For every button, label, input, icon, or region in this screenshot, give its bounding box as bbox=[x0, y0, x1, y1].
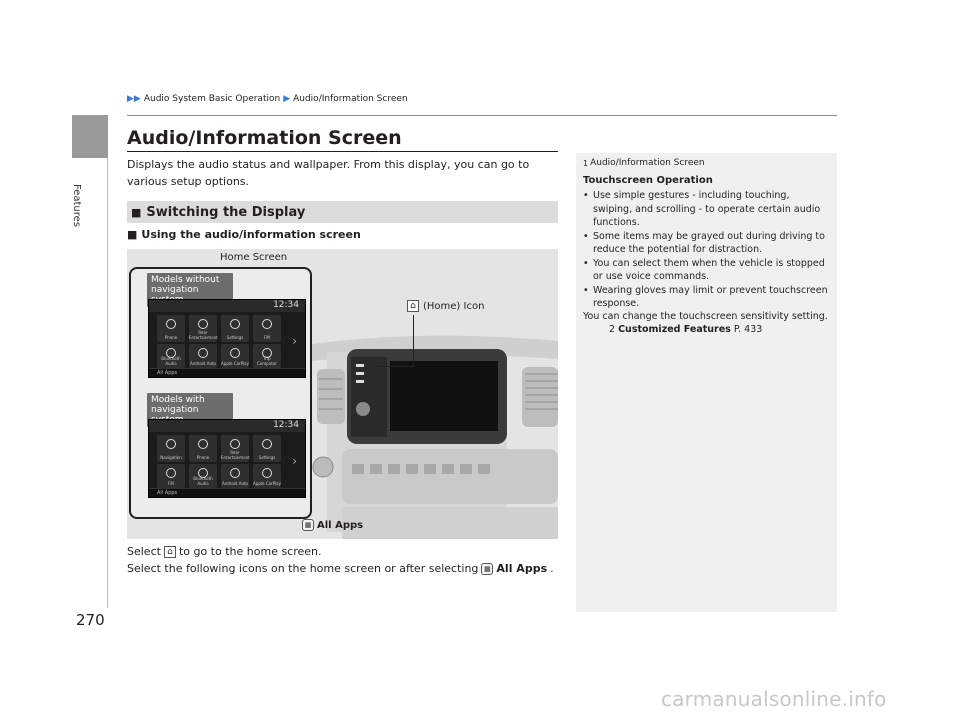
screen-clock: 12:34 bbox=[273, 420, 299, 430]
tile-android-auto[interactable]: Android Auto bbox=[189, 344, 217, 368]
tile-apple-carplay[interactable]: Apple CarPlay bbox=[253, 464, 281, 488]
all-apps-bold: All Apps bbox=[496, 562, 548, 575]
note-header-title: Audio/Information Screen bbox=[590, 158, 705, 168]
breadcrumb-current[interactable]: Audio/Information Screen bbox=[293, 94, 408, 104]
subsection-title: Using the audio/information screen bbox=[141, 228, 361, 241]
section-title: Switching the Display bbox=[146, 204, 306, 220]
tile-android-auto[interactable]: Android Auto bbox=[221, 464, 249, 488]
headphones-icon bbox=[230, 439, 240, 449]
note-bullet: • You can select them when the vehicle is stopped or use voice commands. bbox=[583, 257, 831, 284]
note-ref-title: Customized Features bbox=[618, 324, 731, 335]
carplay-icon bbox=[262, 468, 272, 478]
home-icon-label: (Home) Icon bbox=[423, 300, 485, 312]
tile-settings[interactable]: Settings bbox=[253, 435, 281, 462]
tile-rear-entertainment[interactable]: Rear Entertainment bbox=[189, 315, 217, 342]
sidebar-tab-block bbox=[72, 115, 108, 158]
note-bullet: • Some items may be grayed out during driving to reduce the potential for distraction. bbox=[583, 230, 831, 257]
gear-icon bbox=[262, 439, 272, 449]
all-apps-icon: ▦ bbox=[481, 563, 493, 575]
intro-text: Displays the audio status and wallpaper. From this display, you can go to various setup options. bbox=[127, 158, 530, 188]
tile-phone[interactable]: Phone bbox=[157, 315, 185, 342]
model-tag-without-nav: Models without navigation bbox=[147, 273, 233, 307]
tile-fm[interactable]: FM bbox=[157, 464, 185, 488]
all-apps-label: All Apps bbox=[317, 519, 364, 531]
subsection-marker-icon: ■ bbox=[127, 228, 138, 241]
model-tag-with-nav: Models with navigation bbox=[147, 393, 233, 427]
select-home-instruction bbox=[127, 545, 322, 558]
select-suffix: to go to the home screen. bbox=[178, 545, 322, 558]
home-screen-label: Home Screen bbox=[220, 252, 288, 263]
carplay-icon bbox=[230, 348, 240, 358]
section-heading bbox=[127, 201, 558, 223]
note-ref-page: P. 433 bbox=[733, 324, 763, 335]
phone-icon bbox=[198, 439, 208, 449]
side-note-panel bbox=[576, 153, 837, 612]
chevron-right-icon[interactable]: › bbox=[292, 334, 297, 348]
screen-clock: 12:34 bbox=[273, 300, 299, 310]
dashboard-illustration bbox=[127, 249, 558, 539]
page-number: 270 bbox=[76, 611, 105, 629]
select-icons-instruction: Select the following icons on the home screen or after selecting ▦ All Apps . bbox=[127, 562, 554, 575]
note-header bbox=[583, 158, 705, 168]
sidebar-label: Features bbox=[71, 184, 82, 227]
page-title: Audio/Information Screen bbox=[127, 127, 402, 149]
sidebar-divider bbox=[107, 158, 108, 608]
radio-icon bbox=[166, 468, 176, 478]
all-apps-callout bbox=[302, 519, 363, 531]
home-icon-leader-vertical bbox=[413, 315, 414, 367]
note-subtitle: Touchscreen Operation bbox=[583, 175, 713, 186]
tile-navigation[interactable]: Navigation bbox=[157, 435, 185, 462]
screen-all-apps-button[interactable]: All Apps bbox=[157, 490, 178, 496]
all-apps-icon: ▦ bbox=[302, 519, 314, 531]
gear-icon bbox=[230, 319, 240, 329]
home-screen-with-nav bbox=[148, 419, 306, 498]
note-bullet-list bbox=[583, 189, 831, 311]
tile-phone[interactable]: Phone bbox=[189, 435, 217, 462]
tile-bluetooth-audio[interactable]: Bluetooth Audio bbox=[157, 344, 185, 368]
watermark: carmanualsonline.info bbox=[661, 687, 887, 711]
navigation-icon bbox=[166, 439, 176, 449]
home-icon: ⌂ bbox=[164, 546, 176, 558]
android-auto-icon bbox=[230, 468, 240, 478]
header-rule bbox=[127, 115, 837, 116]
android-auto-icon bbox=[198, 348, 208, 358]
tile-fm[interactable]: FM bbox=[253, 315, 281, 342]
tile-settings[interactable]: Settings bbox=[221, 315, 249, 342]
breadcrumb-arrow-icon: ▶ bbox=[283, 94, 291, 104]
breadcrumb-link-audio-system[interactable]: Audio System Basic Operation bbox=[143, 94, 281, 104]
select-following-text: Select the following icons on the home screen or after selecting bbox=[127, 562, 479, 575]
tile-apple-carplay[interactable]: Apple CarPlay bbox=[221, 344, 249, 368]
section-marker-icon: ■ bbox=[131, 205, 142, 219]
note-cross-reference[interactable] bbox=[609, 323, 762, 337]
radio-icon bbox=[262, 319, 272, 329]
cross-reference-icon: 2 bbox=[609, 324, 616, 335]
home-icon: ⌂ bbox=[407, 300, 419, 312]
home-screen-callout bbox=[129, 267, 312, 519]
note-number-icon: 1 bbox=[583, 158, 589, 168]
breadcrumb-arrow-icon: ▶▶ bbox=[127, 94, 141, 104]
tile-bluetooth-audio[interactable]: Bluetooth Audio bbox=[189, 464, 217, 488]
note-bullet: • Wearing gloves may limit or prevent touchscreen response. bbox=[583, 284, 831, 311]
title-rule bbox=[127, 151, 558, 152]
breadcrumb bbox=[127, 94, 408, 104]
tile-trip-computer[interactable]: Trip Computer bbox=[253, 344, 281, 368]
chevron-right-icon[interactable]: › bbox=[292, 454, 297, 468]
home-icon-callout bbox=[407, 300, 484, 312]
home-icon-leader-horizontal bbox=[377, 366, 414, 367]
subsection-heading bbox=[127, 228, 361, 241]
screen-all-apps-button[interactable]: All Apps bbox=[157, 370, 178, 376]
home-screen-without-nav bbox=[148, 299, 306, 378]
note-paragraph: You can change the touchscreen sensitivity setting. bbox=[583, 311, 828, 322]
phone-icon bbox=[166, 319, 176, 329]
note-bullet: • Use simple gestures - including touching, swiping, and scrolling - to operate certain audio functions. bbox=[583, 189, 831, 230]
tile-rear-entertainment[interactable]: Rear Entertainment bbox=[221, 435, 249, 462]
select-prefix: Select bbox=[127, 545, 161, 558]
headphones-icon bbox=[198, 319, 208, 329]
